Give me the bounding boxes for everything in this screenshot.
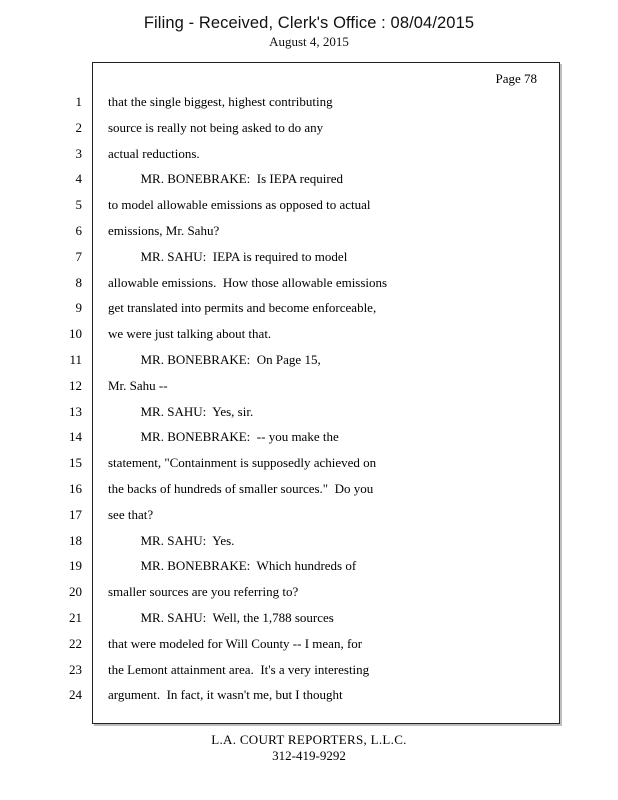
line-number: 13 xyxy=(69,403,82,419)
line-number: 22 xyxy=(69,635,82,651)
transcript-line: we were just talking about that. xyxy=(108,326,272,342)
transcript-line: MR. SAHU: Well, the 1,788 sources xyxy=(108,609,334,625)
transcript-line: MR. BONEBRAKE: Is IEPA required xyxy=(108,171,343,187)
document-date: August 4, 2015 xyxy=(269,34,349,49)
filing-stamp: Filing - Received, Clerk's Office : 08/04/2015 xyxy=(143,14,475,32)
transcript-text xyxy=(108,93,548,712)
line-number: 11 xyxy=(69,351,82,367)
transcript-line: that the single biggest, highest contributing xyxy=(108,94,333,109)
transcript-line: actual reductions. xyxy=(108,145,200,161)
line-number: 9 xyxy=(75,300,82,316)
line-number: 20 xyxy=(69,584,82,600)
transcript-line: the backs of hundreds of smaller sources." Do you xyxy=(108,480,374,496)
transcript-line: MR. BONEBRAKE: Which hundreds of xyxy=(108,558,357,574)
line-number: 18 xyxy=(69,532,82,548)
transcript-line: MR. SAHU: Yes. xyxy=(108,532,235,548)
transcript-line: MR. SAHU: Yes, sir. xyxy=(108,403,254,419)
transcript-line: Mr. Sahu -- xyxy=(108,377,168,393)
transcript-line: MR. BONEBRAKE: On Page 15, xyxy=(108,351,321,367)
transcript-line: argument. In fact, it wasn't me, but I thought xyxy=(108,687,343,703)
line-number: 7 xyxy=(75,248,82,264)
transcript-line: to model allowable emissions as opposed to actual xyxy=(108,197,371,213)
transcript-line: that were modeled for Will County -- I mean, for xyxy=(108,635,363,651)
line-number: 19 xyxy=(69,558,82,574)
line-number: 10 xyxy=(69,326,82,342)
line-number: 1 xyxy=(75,94,82,109)
transcript-line: emissions, Mr. Sahu? xyxy=(108,222,220,238)
line-number: 6 xyxy=(75,222,82,238)
line-number: 5 xyxy=(75,197,82,213)
transcript-line: source is really not being asked to do any xyxy=(108,119,324,135)
reporter-phone: 312-419-9292 xyxy=(272,748,346,763)
line-number: 3 xyxy=(75,145,82,161)
line-number: 17 xyxy=(69,506,82,522)
transcript-line: statement, "Containment is supposedly achieved on xyxy=(108,455,377,471)
transcript-line: MR. SAHU: IEPA is required to model xyxy=(108,248,348,264)
transcript-line: MR. BONEBRAKE: -- you make the xyxy=(108,429,339,445)
line-number: 23 xyxy=(69,661,82,677)
line-number: 14 xyxy=(69,429,82,445)
page-number: Page 78 xyxy=(495,71,537,86)
line-number: 15 xyxy=(69,455,82,471)
line-number: 16 xyxy=(69,480,82,496)
transcript-line: smaller sources are you referring to? xyxy=(108,584,299,600)
line-number: 4 xyxy=(75,171,82,187)
transcript-line: see that? xyxy=(108,506,154,522)
line-number: 2 xyxy=(75,119,82,135)
line-number: 12 xyxy=(69,377,82,393)
line-number: 8 xyxy=(75,274,82,290)
transcript-line: allowable emissions. How those allowable emissions xyxy=(108,274,388,290)
reporter-company: L.A. COURT REPORTERS, L.L.C. xyxy=(211,732,407,747)
line-number: 24 xyxy=(69,687,82,703)
line-number-column xyxy=(48,93,82,712)
line-number: 21 xyxy=(69,609,82,625)
transcript-line: the Lemont attainment area. It's a very interesting xyxy=(108,661,370,677)
transcript-line: get translated into permits and become enforceable, xyxy=(108,300,377,316)
